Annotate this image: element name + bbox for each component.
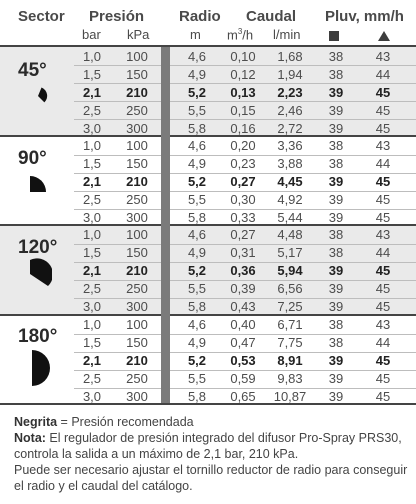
flow-m3h-cell: 0,20 xyxy=(230,138,256,153)
divider xyxy=(0,45,416,47)
radius-cell: 5,2 xyxy=(187,263,207,278)
flow-lmin-cell: 4,48 xyxy=(277,227,303,242)
pressure-kpa-cell: 150 xyxy=(126,156,148,171)
precip-square-cell: 38 xyxy=(328,245,344,260)
precip-triangle-cell: 45 xyxy=(375,121,391,136)
flow-m3h-cell: 0,30 xyxy=(230,192,256,207)
precip-triangle-cell: 44 xyxy=(375,335,391,350)
unit-lmin: l/min xyxy=(273,27,301,42)
flow-m3h-cell: 0,12 xyxy=(230,67,256,82)
precip-triangle-cell: 43 xyxy=(375,49,391,64)
precip-square-cell: 39 xyxy=(328,389,344,404)
flow-lmin-cell: 4,92 xyxy=(277,192,303,207)
precip-triangle-cell: 45 xyxy=(375,281,391,296)
flow-m3h-cell: 0,47 xyxy=(230,335,256,350)
flow-m3h-cell: 0,43 xyxy=(230,299,256,314)
pressure-bar-cell: 1,5 xyxy=(82,156,102,171)
pressure-kpa-cell: 210 xyxy=(126,353,148,368)
sector-label-45: 45° xyxy=(18,60,47,81)
precip-square-cell: 39 xyxy=(328,85,344,100)
precip-triangle-cell: 44 xyxy=(375,156,391,171)
precip-square-cell: 39 xyxy=(328,174,344,189)
pressure-bar-cell: 1,0 xyxy=(82,49,102,64)
divider xyxy=(0,314,416,316)
pressure-bar-cell: 1,0 xyxy=(82,317,102,332)
precip-square-cell: 38 xyxy=(328,138,344,153)
precip-triangle-cell: 43 xyxy=(375,317,391,332)
pressure-bar-cell: 2,1 xyxy=(82,174,102,189)
flow-lmin-cell: 5,17 xyxy=(277,245,303,260)
flow-lmin-cell: 10,87 xyxy=(273,389,307,404)
pressure-bar-cell: 2,5 xyxy=(82,281,102,296)
pressure-bar-cell: 2,5 xyxy=(82,371,102,386)
unit-kpa: kPa xyxy=(127,27,150,42)
precip-triangle-cell: 45 xyxy=(375,371,391,386)
pressure-kpa-cell: 150 xyxy=(126,245,148,260)
flow-lmin-cell: 2,23 xyxy=(277,85,303,100)
radius-cell: 4,6 xyxy=(187,49,207,64)
legend-note: Negrita = Presión recomendada xyxy=(14,415,194,429)
flow-m3h-cell: 0,23 xyxy=(230,156,256,171)
precip-triangle-cell: 45 xyxy=(375,174,391,189)
flow-m3h-cell: 0,16 xyxy=(230,121,256,136)
precip-triangle-cell: 45 xyxy=(375,263,391,278)
flow-lmin-cell: 7,75 xyxy=(277,335,303,350)
note-main: Nota: El regulador de presión integrado del difusor Pro-Spray PRS30, controla la salida a un máximo de 2,1 bar, 210 kPa. xyxy=(14,431,402,461)
pressure-bar-cell: 2,1 xyxy=(82,263,102,278)
radius-cell: 5,5 xyxy=(187,281,207,296)
radius-cell: 5,8 xyxy=(187,210,207,225)
pressure-bar-cell: 1,5 xyxy=(82,335,102,350)
pressure-kpa-cell: 150 xyxy=(126,335,148,350)
pressure-kpa-cell: 300 xyxy=(126,121,148,136)
pressure-bar-cell: 1,0 xyxy=(82,138,102,153)
flow-header: Caudal xyxy=(246,8,297,25)
sector-label-120: 120° xyxy=(18,237,58,258)
precip-square-cell: 39 xyxy=(328,263,344,278)
radius-cell: 5,5 xyxy=(187,103,207,118)
sector-90-icon xyxy=(26,172,52,196)
radius-cell: 4,6 xyxy=(187,317,207,332)
unit-m3h: $m^3/h$ xyxy=(227,27,254,43)
flow-lmin-cell: 2,46 xyxy=(277,103,303,118)
sector-45-icon xyxy=(26,84,50,108)
precip-header: Pluv, mm/h xyxy=(325,8,404,25)
flow-m3h-cell: 0,31 xyxy=(230,245,256,260)
sector-label-90: 90° xyxy=(18,148,47,169)
precip-triangle-cell: 44 xyxy=(375,245,391,260)
pressure-bar-cell: 3,0 xyxy=(82,299,102,314)
pressure-bar-cell: 2,1 xyxy=(82,85,102,100)
pressure-kpa-cell: 100 xyxy=(126,49,148,64)
precip-triangle-cell: 45 xyxy=(375,389,391,404)
flow-lmin-cell: 2,72 xyxy=(277,121,303,136)
flow-lmin-cell: 5,94 xyxy=(277,263,303,278)
sector-label-180: 180° xyxy=(18,326,58,347)
flow-m3h-cell: 0,33 xyxy=(230,210,256,225)
flow-m3h-cell: 0,40 xyxy=(230,317,256,332)
precip-square-cell: 38 xyxy=(328,317,344,332)
pressure-kpa-cell: 210 xyxy=(126,85,148,100)
precip-triangle-cell: 45 xyxy=(375,353,391,368)
flow-lmin-cell: 3,36 xyxy=(277,138,303,153)
flow-lmin-cell: 1,68 xyxy=(277,49,303,64)
precip-square-cell: 38 xyxy=(328,156,344,171)
flow-m3h-cell: 0,13 xyxy=(230,85,256,100)
pressure-kpa-cell: 100 xyxy=(126,227,148,242)
flow-lmin-cell: 5,44 xyxy=(277,210,303,225)
flow-m3h-cell: 0,53 xyxy=(230,353,256,368)
precip-square-cell: 38 xyxy=(328,67,344,82)
flow-lmin-cell: 3,88 xyxy=(277,156,303,171)
pressure-kpa-cell: 300 xyxy=(126,389,148,404)
pressure-bar-cell: 2,5 xyxy=(82,192,102,207)
pressure-kpa-cell: 100 xyxy=(126,317,148,332)
flow-m3h-cell: 0,27 xyxy=(230,227,256,242)
flow-m3h-cell: 0,59 xyxy=(230,371,256,386)
pressure-kpa-cell: 300 xyxy=(126,299,148,314)
precip-triangle-cell: 45 xyxy=(375,103,391,118)
pressure-kpa-cell: 150 xyxy=(126,67,148,82)
square-spacing-icon xyxy=(329,31,339,41)
flow-m3h-cell: 0,10 xyxy=(230,49,256,64)
precip-triangle-cell: 45 xyxy=(375,85,391,100)
flow-lmin-cell: 1,94 xyxy=(277,67,303,82)
radius-header: Radio xyxy=(179,8,221,25)
precip-triangle-cell: 45 xyxy=(375,210,391,225)
radius-cell: 5,2 xyxy=(187,174,207,189)
triangle-spacing-icon xyxy=(378,31,390,41)
radius-cell: 5,8 xyxy=(187,389,207,404)
precip-triangle-cell: 45 xyxy=(375,299,391,314)
pressure-kpa-cell: 300 xyxy=(126,210,148,225)
precip-triangle-cell: 44 xyxy=(375,67,391,82)
precip-square-cell: 39 xyxy=(328,192,344,207)
flow-lmin-cell: 6,56 xyxy=(277,281,303,296)
pressure-bar-cell: 1,0 xyxy=(82,227,102,242)
radius-cell: 5,2 xyxy=(187,85,207,100)
precip-square-cell: 38 xyxy=(328,227,344,242)
note-extra: Puede ser necesario ajustar el tornillo reductor de radio para conseguir el radio y el caudal del catálogo. xyxy=(14,463,408,493)
pressure-kpa-cell: 210 xyxy=(126,263,148,278)
precip-square-cell: 38 xyxy=(328,335,344,350)
flow-m3h-cell: 0,39 xyxy=(230,281,256,296)
radius-cell: 4,9 xyxy=(187,335,207,350)
pressure-bar-cell: 2,5 xyxy=(82,103,102,118)
flow-lmin-cell: 8,91 xyxy=(277,353,303,368)
flow-lmin-cell: 9,83 xyxy=(277,371,303,386)
precip-square-cell: 39 xyxy=(328,371,344,386)
radius-cell: 4,9 xyxy=(187,245,207,260)
pressure-bar-cell: 2,1 xyxy=(82,353,102,368)
precip-square-cell: 39 xyxy=(328,299,344,314)
precip-square-cell: 38 xyxy=(328,49,344,64)
pressure-bar-cell: 3,0 xyxy=(82,389,102,404)
radius-cell: 4,6 xyxy=(187,227,207,242)
radius-cell: 4,6 xyxy=(187,138,207,153)
pressure-bar-cell: 1,5 xyxy=(82,67,102,82)
flow-m3h-cell: 0,65 xyxy=(230,389,256,404)
radius-cell: 5,2 xyxy=(187,353,207,368)
precip-square-cell: 39 xyxy=(328,210,344,225)
flow-m3h-cell: 0,27 xyxy=(230,174,256,189)
radius-cell: 5,8 xyxy=(187,121,207,136)
radius-cell: 5,5 xyxy=(187,371,207,386)
precip-triangle-cell: 43 xyxy=(375,138,391,153)
flow-m3h-cell: 0,36 xyxy=(230,263,256,278)
pressure-bar-cell: 3,0 xyxy=(82,210,102,225)
pressure-kpa-cell: 250 xyxy=(126,103,148,118)
precip-square-cell: 39 xyxy=(328,353,344,368)
precip-triangle-cell: 45 xyxy=(375,192,391,207)
pressure-kpa-cell: 250 xyxy=(126,192,148,207)
sector-120-icon xyxy=(26,258,52,292)
pressure-kpa-cell: 210 xyxy=(126,174,148,189)
pressure-kpa-cell: 100 xyxy=(126,138,148,153)
precip-square-cell: 39 xyxy=(328,281,344,296)
unit-bar: bar xyxy=(82,27,101,42)
unit-m: m xyxy=(190,27,201,42)
pressure-kpa-cell: 250 xyxy=(126,371,148,386)
radius-cell: 4,9 xyxy=(187,67,207,82)
flow-m3h-cell: 0,15 xyxy=(230,103,256,118)
pressure-kpa-cell: 250 xyxy=(126,281,148,296)
pressure-bar-cell: 3,0 xyxy=(82,121,102,136)
flow-lmin-cell: 4,45 xyxy=(277,174,303,189)
flow-lmin-cell: 6,71 xyxy=(277,317,303,332)
notes xyxy=(14,414,409,494)
flow-lmin-cell: 7,25 xyxy=(277,299,303,314)
column-divider xyxy=(161,47,170,403)
radius-cell: 5,5 xyxy=(187,192,207,207)
precip-square-cell: 39 xyxy=(328,103,344,118)
sector-header: Sector xyxy=(18,8,65,25)
pressure-bar-cell: 1,5 xyxy=(82,245,102,260)
radius-cell: 4,9 xyxy=(187,156,207,171)
sector-180-icon xyxy=(26,348,50,388)
pressure-header: Presión xyxy=(89,8,145,25)
precip-square-cell: 39 xyxy=(328,121,344,136)
radius-cell: 5,8 xyxy=(187,299,207,314)
precip-triangle-cell: 43 xyxy=(375,227,391,242)
